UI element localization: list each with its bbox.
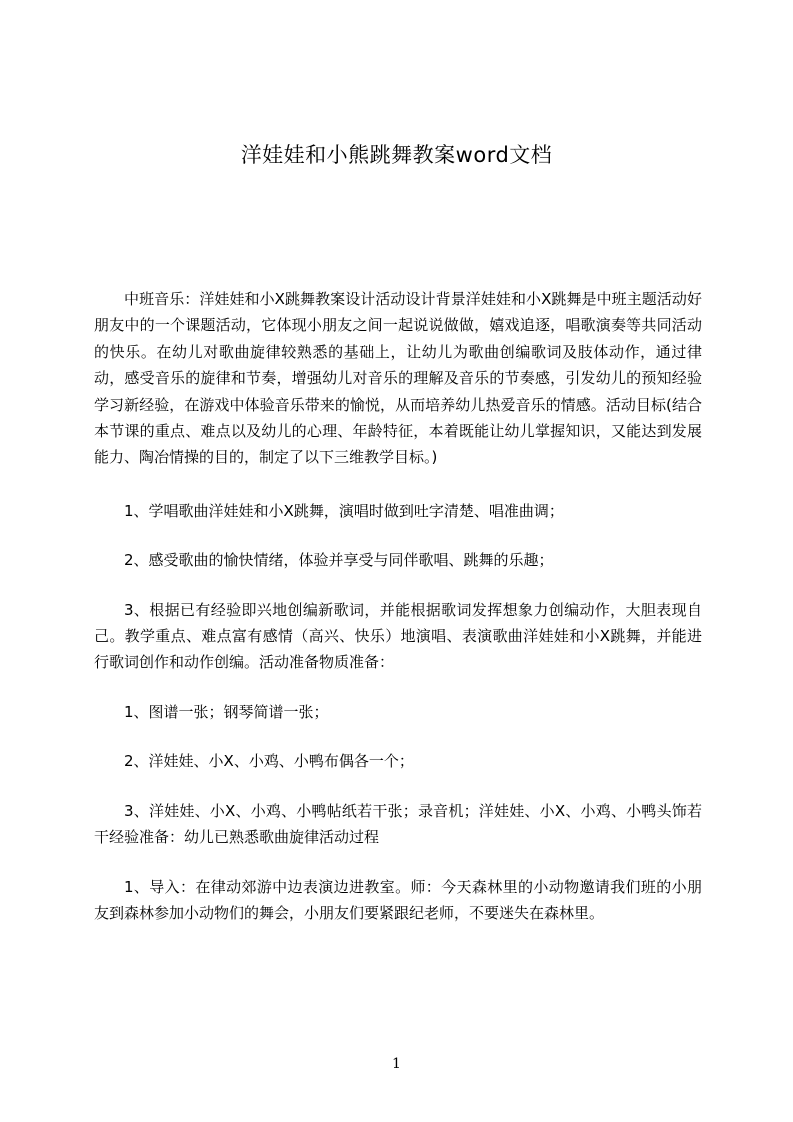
- goal-2-paragraph: 2、感受歌曲的愉快情绪，体验并享受与同伴歌唱、跳舞的乐趣；: [124, 551, 554, 570]
- page-number: 1: [392, 1056, 401, 1072]
- material-3-paragraph: 3、洋娃娃、小X、小鸡、小鸭帖纸若干张；录音机；洋娃娃、小X、小鸡、小鸭头饰若干经验准备：幼儿已熟悉歌曲旋律活动过程: [94, 801, 702, 847]
- goal-3-paragraph: 3、根据已有经验即兴地创编新歌词，并能根据歌词发挥想象力创编动作，大胆表现自己。教学重点、难点富有感情（高兴、快乐）地演唱、表演歌曲洋娃娃和小X跳舞，并能进行歌词创作和动作创编。活动准备物质准备：: [94, 600, 702, 672]
- intro-paragraph: 中班音乐：洋娃娃和小X跳舞教案设计活动设计背景洋娃娃和小X跳舞是中班主题活动好朋友中的一个课题活动，它体现小朋友之间一起说说做做，嬉戏追逐，唱歌演奏等共同活动的快乐。在幼儿对歌曲旋律较熟悉的基础上，让幼儿为歌曲创编歌词及肢体动作，通过律动，感受音乐的旋律和节奏，增强幼儿对音乐的理解及音乐的节奏感，引发幼儿的预知经验学习新经验，在游戏中体验音乐带来的愉悦，从而培养幼儿热爱音乐的情感。活动目标(结合本节课的重点、难点以及幼儿的心理、年龄特征，本着既能让幼儿掌握知识，又能达到发展能力、陶冶情操的目的，制定了以下三维教学目标。): [94, 290, 702, 467]
- process-1-paragraph: 1、导入：在律动郊游中边表演边进教室。师：今天森林里的小动物邀请我们班的小朋友到森林参加小动物们的舞会，小朋友们要紧跟纪老师，不要迷失在森林里。: [94, 877, 702, 922]
- goal-1-paragraph: 1、学唱歌曲洋娃娃和小X跳舞，演唱时做到吐字清楚、唱准曲调；: [124, 501, 564, 520]
- document-body: [94, 286, 702, 949]
- material-2-paragraph: 2、洋娃娃、小X、小鸡、小鸭布偶各一个；: [124, 752, 414, 771]
- document-title: 洋娃娃和小熊跳舞教案word文档: [240, 143, 553, 167]
- material-1-paragraph: 1、图谱一张；钢琴简谱一张；: [124, 702, 329, 721]
